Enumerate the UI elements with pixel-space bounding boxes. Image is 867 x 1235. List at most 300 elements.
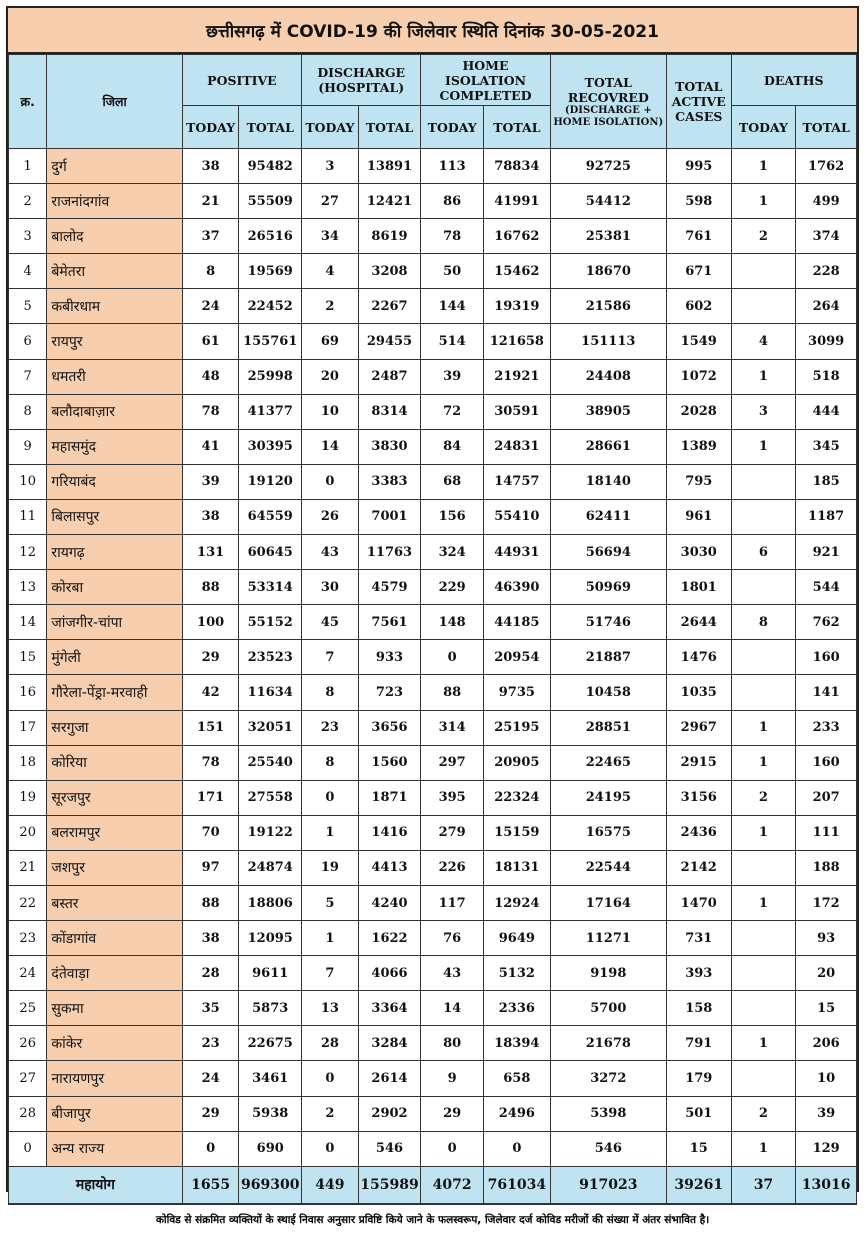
cell-hi-total: 2336 xyxy=(483,991,550,1026)
cell-pos-total: 5938 xyxy=(239,1096,302,1131)
cell-d-today: 1 xyxy=(731,149,796,184)
header-total-recovered xyxy=(550,55,666,149)
cell-d-today xyxy=(731,956,796,991)
cell-sno: 24 xyxy=(9,956,47,991)
cell-pos-today: 21 xyxy=(182,184,239,219)
cell-pos-today: 41 xyxy=(182,429,239,464)
cell-d-today xyxy=(731,499,796,534)
cell-hi-today: 144 xyxy=(421,289,484,324)
cell-hi-total: 20954 xyxy=(483,640,550,675)
cell-sno: 3 xyxy=(9,219,47,254)
cell-d-today: 1 xyxy=(731,885,796,920)
cell-dis-today: 23 xyxy=(302,710,359,745)
cell-hi-total: 0 xyxy=(483,1131,550,1166)
cell-pos-total: 25998 xyxy=(239,359,302,394)
cell-d-total: 141 xyxy=(796,675,857,710)
cell-pos-today: 8 xyxy=(182,254,239,289)
cell-d-today xyxy=(731,464,796,499)
cell-sno: 2 xyxy=(9,184,47,219)
cell-pos-total: 22452 xyxy=(239,289,302,324)
cell-active: 602 xyxy=(666,289,731,324)
cell-dis-total: 4066 xyxy=(358,956,421,991)
cell-dis-total: 7001 xyxy=(358,499,421,534)
table-row xyxy=(9,640,857,675)
cell-hi-total: 21921 xyxy=(483,359,550,394)
cell-hi-total: 78834 xyxy=(483,149,550,184)
cell-d-total: 499 xyxy=(796,184,857,219)
cell-pos-total: 55152 xyxy=(239,605,302,640)
cell-d-today: 6 xyxy=(731,535,796,570)
cell-dis-today: 10 xyxy=(302,394,359,429)
cell-d-total: 172 xyxy=(796,885,857,920)
totals-positive-today: 1655 xyxy=(182,1166,239,1203)
cell-dis-today: 2 xyxy=(302,289,359,324)
cell-active: 995 xyxy=(666,149,731,184)
cell-pos-today: 42 xyxy=(182,675,239,710)
cell-active: 2644 xyxy=(666,605,731,640)
cell-d-total: 129 xyxy=(796,1131,857,1166)
cell-sno: 27 xyxy=(9,1061,47,1096)
cell-d-total: 3099 xyxy=(796,324,857,359)
cell-recovered: 28661 xyxy=(550,429,666,464)
cell-recovered: 24195 xyxy=(550,780,666,815)
cell-dis-total: 1416 xyxy=(358,815,421,850)
cell-active: 961 xyxy=(666,499,731,534)
cell-pos-total: 23523 xyxy=(239,640,302,675)
cell-sno: 1 xyxy=(9,149,47,184)
cell-sno: 0 xyxy=(9,1131,47,1166)
cell-d-today: 1 xyxy=(731,1026,796,1061)
cell-hi-total: 16762 xyxy=(483,219,550,254)
table-row xyxy=(9,1026,857,1061)
cell-dis-today: 19 xyxy=(302,850,359,885)
cell-sno: 21 xyxy=(9,850,47,885)
cell-dis-total: 933 xyxy=(358,640,421,675)
cell-dis-today: 28 xyxy=(302,1026,359,1061)
cell-active: 2436 xyxy=(666,815,731,850)
cell-hi-today: 80 xyxy=(421,1026,484,1061)
cell-dis-today: 0 xyxy=(302,780,359,815)
cell-recovered: 22465 xyxy=(550,745,666,780)
cell-hi-today: 514 xyxy=(421,324,484,359)
cell-d-today xyxy=(731,850,796,885)
cell-district: कबीरधाम xyxy=(47,289,182,324)
cell-pos-total: 19120 xyxy=(239,464,302,499)
cell-d-today: 1 xyxy=(731,359,796,394)
cell-hi-total: 14757 xyxy=(483,464,550,499)
cell-d-today xyxy=(731,675,796,710)
cell-d-today xyxy=(731,640,796,675)
cell-hi-total: 2496 xyxy=(483,1096,550,1131)
table-row xyxy=(9,464,857,499)
cell-hi-today: 50 xyxy=(421,254,484,289)
cell-pos-today: 35 xyxy=(182,991,239,1026)
cell-active: 393 xyxy=(666,956,731,991)
cell-district: दंतेवाड़ा xyxy=(47,956,182,991)
cell-d-total: 39 xyxy=(796,1096,857,1131)
cell-hi-total: 15462 xyxy=(483,254,550,289)
cell-hi-total: 20905 xyxy=(483,745,550,780)
cell-dis-total: 3208 xyxy=(358,254,421,289)
cell-pos-total: 12095 xyxy=(239,921,302,956)
cell-dis-total: 546 xyxy=(358,1131,421,1166)
cell-district: कांकेर xyxy=(47,1026,182,1061)
cell-dis-total: 3830 xyxy=(358,429,421,464)
table-row xyxy=(9,885,857,920)
cell-d-today xyxy=(731,570,796,605)
header-total-recovered-label: TOTAL RECOVRED xyxy=(567,74,649,105)
cell-sno: 5 xyxy=(9,289,47,324)
cell-active: 731 xyxy=(666,921,731,956)
cell-pos-today: 88 xyxy=(182,885,239,920)
cell-dis-total: 3656 xyxy=(358,710,421,745)
cell-hi-total: 9735 xyxy=(483,675,550,710)
table-row xyxy=(9,780,857,815)
cell-d-total: 374 xyxy=(796,219,857,254)
cell-d-today: 2 xyxy=(731,219,796,254)
cell-hi-total: 19319 xyxy=(483,289,550,324)
header-deaths-today: TODAY xyxy=(731,106,796,149)
cell-district: बलरामपुर xyxy=(47,815,182,850)
cell-hi-today: 68 xyxy=(421,464,484,499)
cell-active: 2967 xyxy=(666,710,731,745)
cell-pos-total: 18806 xyxy=(239,885,302,920)
cell-district: रायपुर xyxy=(47,324,182,359)
header-discharge: DISCHARGE (HOSPITAL) xyxy=(302,55,421,106)
cell-dis-today: 1 xyxy=(302,921,359,956)
cell-sno: 7 xyxy=(9,359,47,394)
cell-hi-today: 156 xyxy=(421,499,484,534)
cell-hi-today: 72 xyxy=(421,394,484,429)
table-row xyxy=(9,991,857,1026)
cell-pos-total: 25540 xyxy=(239,745,302,780)
cell-hi-today: 0 xyxy=(421,640,484,675)
cell-district: कोरबा xyxy=(47,570,182,605)
cell-hi-total: 18131 xyxy=(483,850,550,885)
district-table xyxy=(8,54,857,1204)
cell-dis-today: 43 xyxy=(302,535,359,570)
cell-recovered: 22544 xyxy=(550,850,666,885)
totals-row xyxy=(9,1166,857,1203)
cell-dis-total: 2267 xyxy=(358,289,421,324)
cell-dis-today: 2 xyxy=(302,1096,359,1131)
cell-d-today xyxy=(731,289,796,324)
cell-sno: 13 xyxy=(9,570,47,605)
cell-recovered: 51746 xyxy=(550,605,666,640)
cell-pos-total: 19122 xyxy=(239,815,302,850)
cell-sno: 26 xyxy=(9,1026,47,1061)
cell-active: 1476 xyxy=(666,640,731,675)
cell-hi-total: 12924 xyxy=(483,885,550,920)
header-positive: POSITIVE xyxy=(182,55,301,106)
table-row xyxy=(9,675,857,710)
cell-pos-total: 22675 xyxy=(239,1026,302,1061)
cell-pos-today: 131 xyxy=(182,535,239,570)
cell-district: सुकमा xyxy=(47,991,182,1026)
cell-dis-today: 27 xyxy=(302,184,359,219)
cell-hi-today: 86 xyxy=(421,184,484,219)
totals-active: 39261 xyxy=(666,1166,731,1203)
cell-sno: 8 xyxy=(9,394,47,429)
cell-d-total: 15 xyxy=(796,991,857,1026)
cell-d-total: 544 xyxy=(796,570,857,605)
cell-hi-today: 84 xyxy=(421,429,484,464)
header-deaths: DEATHS xyxy=(731,55,856,106)
cell-district: अन्य राज्य xyxy=(47,1131,182,1166)
cell-hi-today: 279 xyxy=(421,815,484,850)
cell-dis-total: 2902 xyxy=(358,1096,421,1131)
cell-dis-total: 8619 xyxy=(358,219,421,254)
cell-sno: 18 xyxy=(9,745,47,780)
cell-pos-today: 70 xyxy=(182,815,239,850)
cell-pos-today: 97 xyxy=(182,850,239,885)
cell-active: 598 xyxy=(666,184,731,219)
cell-active: 1801 xyxy=(666,570,731,605)
cell-pos-today: 28 xyxy=(182,956,239,991)
cell-recovered: 3272 xyxy=(550,1061,666,1096)
cell-hi-total: 55410 xyxy=(483,499,550,534)
cell-sno: 22 xyxy=(9,885,47,920)
cell-pos-today: 38 xyxy=(182,921,239,956)
cell-pos-total: 60645 xyxy=(239,535,302,570)
cell-pos-today: 38 xyxy=(182,499,239,534)
cell-dis-today: 7 xyxy=(302,640,359,675)
cell-active: 3156 xyxy=(666,780,731,815)
cell-active: 179 xyxy=(666,1061,731,1096)
cell-hi-total: 30591 xyxy=(483,394,550,429)
cell-recovered: 16575 xyxy=(550,815,666,850)
cell-hi-today: 14 xyxy=(421,991,484,1026)
table-row xyxy=(9,710,857,745)
cell-pos-total: 11634 xyxy=(239,675,302,710)
header-positive-today: TODAY xyxy=(182,106,239,149)
table-row xyxy=(9,1131,857,1166)
cell-d-total: 93 xyxy=(796,921,857,956)
cell-dis-today: 8 xyxy=(302,675,359,710)
cell-d-total: 264 xyxy=(796,289,857,324)
cell-hi-total: 46390 xyxy=(483,570,550,605)
cell-pos-total: 95482 xyxy=(239,149,302,184)
cell-d-total: 444 xyxy=(796,394,857,429)
footnote: कोविड से संक्रमित व्यक्तियों के स्थाई निवास अनुसार प्रविष्टि किये जाने के फलस्वरूप, जिलेवार दर्ज कोविड मरीजों की संख्या में अंतर संभावित है। xyxy=(8,1204,857,1235)
cell-pos-today: 61 xyxy=(182,324,239,359)
cell-dis-total: 1871 xyxy=(358,780,421,815)
totals-hi-today: 4072 xyxy=(421,1166,484,1203)
cell-recovered: 38905 xyxy=(550,394,666,429)
cell-d-today: 1 xyxy=(731,745,796,780)
cell-pos-total: 27558 xyxy=(239,780,302,815)
totals-hi-total: 761034 xyxy=(483,1166,550,1203)
cell-dis-total: 4413 xyxy=(358,850,421,885)
cell-active: 3030 xyxy=(666,535,731,570)
cell-dis-today: 14 xyxy=(302,429,359,464)
cell-dis-total: 11763 xyxy=(358,535,421,570)
cell-district: जशपुर xyxy=(47,850,182,885)
cell-dis-total: 1560 xyxy=(358,745,421,780)
cell-pos-total: 64559 xyxy=(239,499,302,534)
cell-recovered: 151113 xyxy=(550,324,666,359)
cell-district: बालोद xyxy=(47,219,182,254)
cell-hi-total: 658 xyxy=(483,1061,550,1096)
cell-dis-today: 26 xyxy=(302,499,359,534)
cell-active: 1389 xyxy=(666,429,731,464)
cell-dis-total: 1622 xyxy=(358,921,421,956)
cell-recovered: 546 xyxy=(550,1131,666,1166)
cell-sno: 6 xyxy=(9,324,47,359)
cell-sno: 9 xyxy=(9,429,47,464)
cell-district: बिलासपुर xyxy=(47,499,182,534)
cell-active: 1549 xyxy=(666,324,731,359)
cell-dis-today: 0 xyxy=(302,1061,359,1096)
cell-pos-today: 38 xyxy=(182,149,239,184)
cell-hi-total: 44931 xyxy=(483,535,550,570)
cell-dis-total: 2487 xyxy=(358,359,421,394)
totals-recovered: 917023 xyxy=(550,1166,666,1203)
cell-pos-total: 155761 xyxy=(239,324,302,359)
table-row xyxy=(9,324,857,359)
cell-hi-total: 18394 xyxy=(483,1026,550,1061)
table-row xyxy=(9,956,857,991)
cell-dis-today: 69 xyxy=(302,324,359,359)
cell-hi-today: 39 xyxy=(421,359,484,394)
cell-hi-today: 9 xyxy=(421,1061,484,1096)
cell-d-today: 1 xyxy=(731,815,796,850)
cell-d-today xyxy=(731,1061,796,1096)
cell-hi-today: 395 xyxy=(421,780,484,815)
table-row xyxy=(9,1061,857,1096)
cell-dis-total: 723 xyxy=(358,675,421,710)
cell-dis-today: 13 xyxy=(302,991,359,1026)
cell-hi-today: 117 xyxy=(421,885,484,920)
cell-pos-today: 29 xyxy=(182,1096,239,1131)
cell-dis-total: 3364 xyxy=(358,991,421,1026)
table-row xyxy=(9,850,857,885)
cell-dis-today: 8 xyxy=(302,745,359,780)
cell-dis-today: 7 xyxy=(302,956,359,991)
cell-dis-total: 4240 xyxy=(358,885,421,920)
cell-pos-total: 24874 xyxy=(239,850,302,885)
cell-dis-total: 3383 xyxy=(358,464,421,499)
cell-pos-today: 24 xyxy=(182,289,239,324)
cell-d-total: 762 xyxy=(796,605,857,640)
cell-pos-today: 39 xyxy=(182,464,239,499)
cell-recovered: 5700 xyxy=(550,991,666,1026)
cell-hi-today: 29 xyxy=(421,1096,484,1131)
header-home-isolation: HOME ISOLATION COMPLETED xyxy=(421,55,550,106)
table-row xyxy=(9,921,857,956)
cell-active: 761 xyxy=(666,219,731,254)
cell-district: बलौदाबाज़ार xyxy=(47,394,182,429)
cell-d-today xyxy=(731,921,796,956)
cell-pos-total: 53314 xyxy=(239,570,302,605)
cell-district: दुर्ग xyxy=(47,149,182,184)
cell-dis-total: 3284 xyxy=(358,1026,421,1061)
cell-district: गौरेला-पेंड्रा-मरवाही xyxy=(47,675,182,710)
totals-discharge-total: 155989 xyxy=(358,1166,421,1203)
cell-dis-today: 5 xyxy=(302,885,359,920)
cell-district: धमतरी xyxy=(47,359,182,394)
totals-positive-total: 969300 xyxy=(239,1166,302,1203)
report-sheet xyxy=(6,6,859,1226)
cell-hi-total: 41991 xyxy=(483,184,550,219)
cell-recovered: 25381 xyxy=(550,219,666,254)
cell-sno: 14 xyxy=(9,605,47,640)
cell-district: सूरजपुर xyxy=(47,780,182,815)
cell-pos-total: 19569 xyxy=(239,254,302,289)
cell-hi-today: 43 xyxy=(421,956,484,991)
cell-district: जांजगीर-चांपा xyxy=(47,605,182,640)
cell-recovered: 24408 xyxy=(550,359,666,394)
header-discharge-today: TODAY xyxy=(302,106,359,149)
table-row xyxy=(9,499,857,534)
header-district: जिला xyxy=(47,55,182,149)
cell-pos-today: 100 xyxy=(182,605,239,640)
cell-hi-total: 9649 xyxy=(483,921,550,956)
cell-d-today: 3 xyxy=(731,394,796,429)
cell-d-today xyxy=(731,991,796,1026)
cell-district: मुंगेली xyxy=(47,640,182,675)
cell-d-total: 10 xyxy=(796,1061,857,1096)
cell-recovered: 21586 xyxy=(550,289,666,324)
cell-d-total: 345 xyxy=(796,429,857,464)
cell-district: राजनांदगांव xyxy=(47,184,182,219)
cell-recovered: 21678 xyxy=(550,1026,666,1061)
cell-pos-total: 690 xyxy=(239,1131,302,1166)
cell-recovered: 9198 xyxy=(550,956,666,991)
cell-sno: 16 xyxy=(9,675,47,710)
table-row xyxy=(9,219,857,254)
cell-sno: 12 xyxy=(9,535,47,570)
table-row xyxy=(9,605,857,640)
cell-dis-today: 1 xyxy=(302,815,359,850)
cell-recovered: 50969 xyxy=(550,570,666,605)
cell-dis-total: 29455 xyxy=(358,324,421,359)
cell-district: बस्तर xyxy=(47,885,182,920)
cell-pos-today: 29 xyxy=(182,640,239,675)
cell-dis-today: 34 xyxy=(302,219,359,254)
cell-dis-total: 12421 xyxy=(358,184,421,219)
cell-hi-today: 297 xyxy=(421,745,484,780)
cell-pos-today: 88 xyxy=(182,570,239,605)
cell-hi-today: 229 xyxy=(421,570,484,605)
cell-pos-total: 32051 xyxy=(239,710,302,745)
header-positive-total: TOTAL xyxy=(239,106,302,149)
cell-recovered: 56694 xyxy=(550,535,666,570)
cell-active: 2028 xyxy=(666,394,731,429)
cell-hi-today: 76 xyxy=(421,921,484,956)
cell-recovered: 21887 xyxy=(550,640,666,675)
cell-d-today: 8 xyxy=(731,605,796,640)
cell-hi-total: 44185 xyxy=(483,605,550,640)
cell-sno: 17 xyxy=(9,710,47,745)
cell-sno: 15 xyxy=(9,640,47,675)
cell-dis-total: 2614 xyxy=(358,1061,421,1096)
cell-sno: 25 xyxy=(9,991,47,1026)
cell-district: कोंडागांव xyxy=(47,921,182,956)
cell-pos-total: 3461 xyxy=(239,1061,302,1096)
cell-d-total: 160 xyxy=(796,640,857,675)
cell-d-total: 518 xyxy=(796,359,857,394)
cell-hi-total: 121658 xyxy=(483,324,550,359)
cell-recovered: 18140 xyxy=(550,464,666,499)
cell-pos-today: 48 xyxy=(182,359,239,394)
cell-active: 795 xyxy=(666,464,731,499)
cell-dis-today: 0 xyxy=(302,1131,359,1166)
cell-sno: 23 xyxy=(9,921,47,956)
cell-hi-total: 22324 xyxy=(483,780,550,815)
cell-pos-today: 37 xyxy=(182,219,239,254)
table-row xyxy=(9,254,857,289)
